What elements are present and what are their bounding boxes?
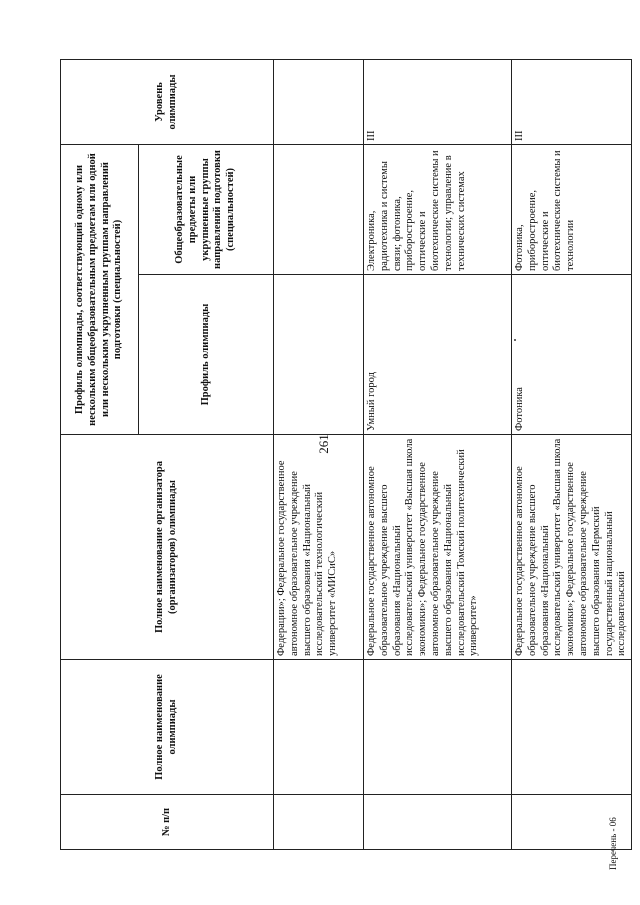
cell-organizer: Федеральное государственное автономное образовательное учреждение высшего образования «Национальный исследовательский университет «Высшая школа экономики»; Федеральное государственное автономное образовательное учреждение высшего образования «Пермский государственный национальный исследовательский [512, 435, 632, 660]
cell-organizer: Федеральное государственное автономное образовательное учреждение высшего образования «Национальный исследовательский университет «Высшая школа экономики»; Федеральное государственное автономное образовательное учреждение высшего образования «Национальный исследовательский Томский политехнический университет» [364, 435, 512, 660]
scan-speck [514, 339, 516, 341]
cell-name [274, 660, 364, 795]
cell-subjects: Фотоника, приборостроение, оптические и биотехнические системы и технологии [512, 145, 632, 275]
header-profile-group: Профиль олимпиады, соответствующий одному или нескольким общеобразовательным предметам или одной или нескольким укрупненным группам направлений подготовки (специальностей) [61, 145, 139, 435]
cell-profile: Фотоника [512, 275, 632, 435]
header-level: Уровень олимпиады [61, 60, 274, 145]
header-num: № п/п [61, 795, 274, 850]
cell-organizer: Федерации»; Федеральное государственное автономное образовательное учреждение высшего образования «Национальный исследовательский технологический университет «МИСиС» [274, 435, 364, 660]
cell-subjects: Электроника, радиотехника и системы связи; фотоника, приборостроение, оптические и биотехнические системы и технологии; управление в технических системах [364, 145, 512, 275]
cell-num [364, 795, 512, 850]
cell-profile [274, 275, 364, 435]
table-row [274, 60, 364, 850]
cell-num [274, 795, 364, 850]
page-footer: Перечень - 06 [608, 817, 618, 870]
cell-subjects [274, 145, 364, 275]
header-subjects: Общеобразовательные предметы или укрупненные группы направлений подготовки (специальностей) [139, 145, 274, 275]
cell-level: III [512, 60, 632, 145]
cell-level: III [364, 60, 512, 145]
header-profile: Профиль олимпиады [139, 275, 274, 435]
page-number: 261 [316, 434, 331, 454]
cell-level [274, 60, 364, 145]
cell-name [364, 660, 512, 795]
olympiad-table [60, 59, 632, 850]
header-olympiad-name: Полное наименование олимпиады [61, 660, 274, 795]
cell-profile: Умный город [364, 275, 512, 435]
table-row [364, 60, 512, 850]
table-row [512, 60, 632, 850]
header-organizer: Полное наименование организатора (организаторов) олимпиады [61, 435, 274, 660]
